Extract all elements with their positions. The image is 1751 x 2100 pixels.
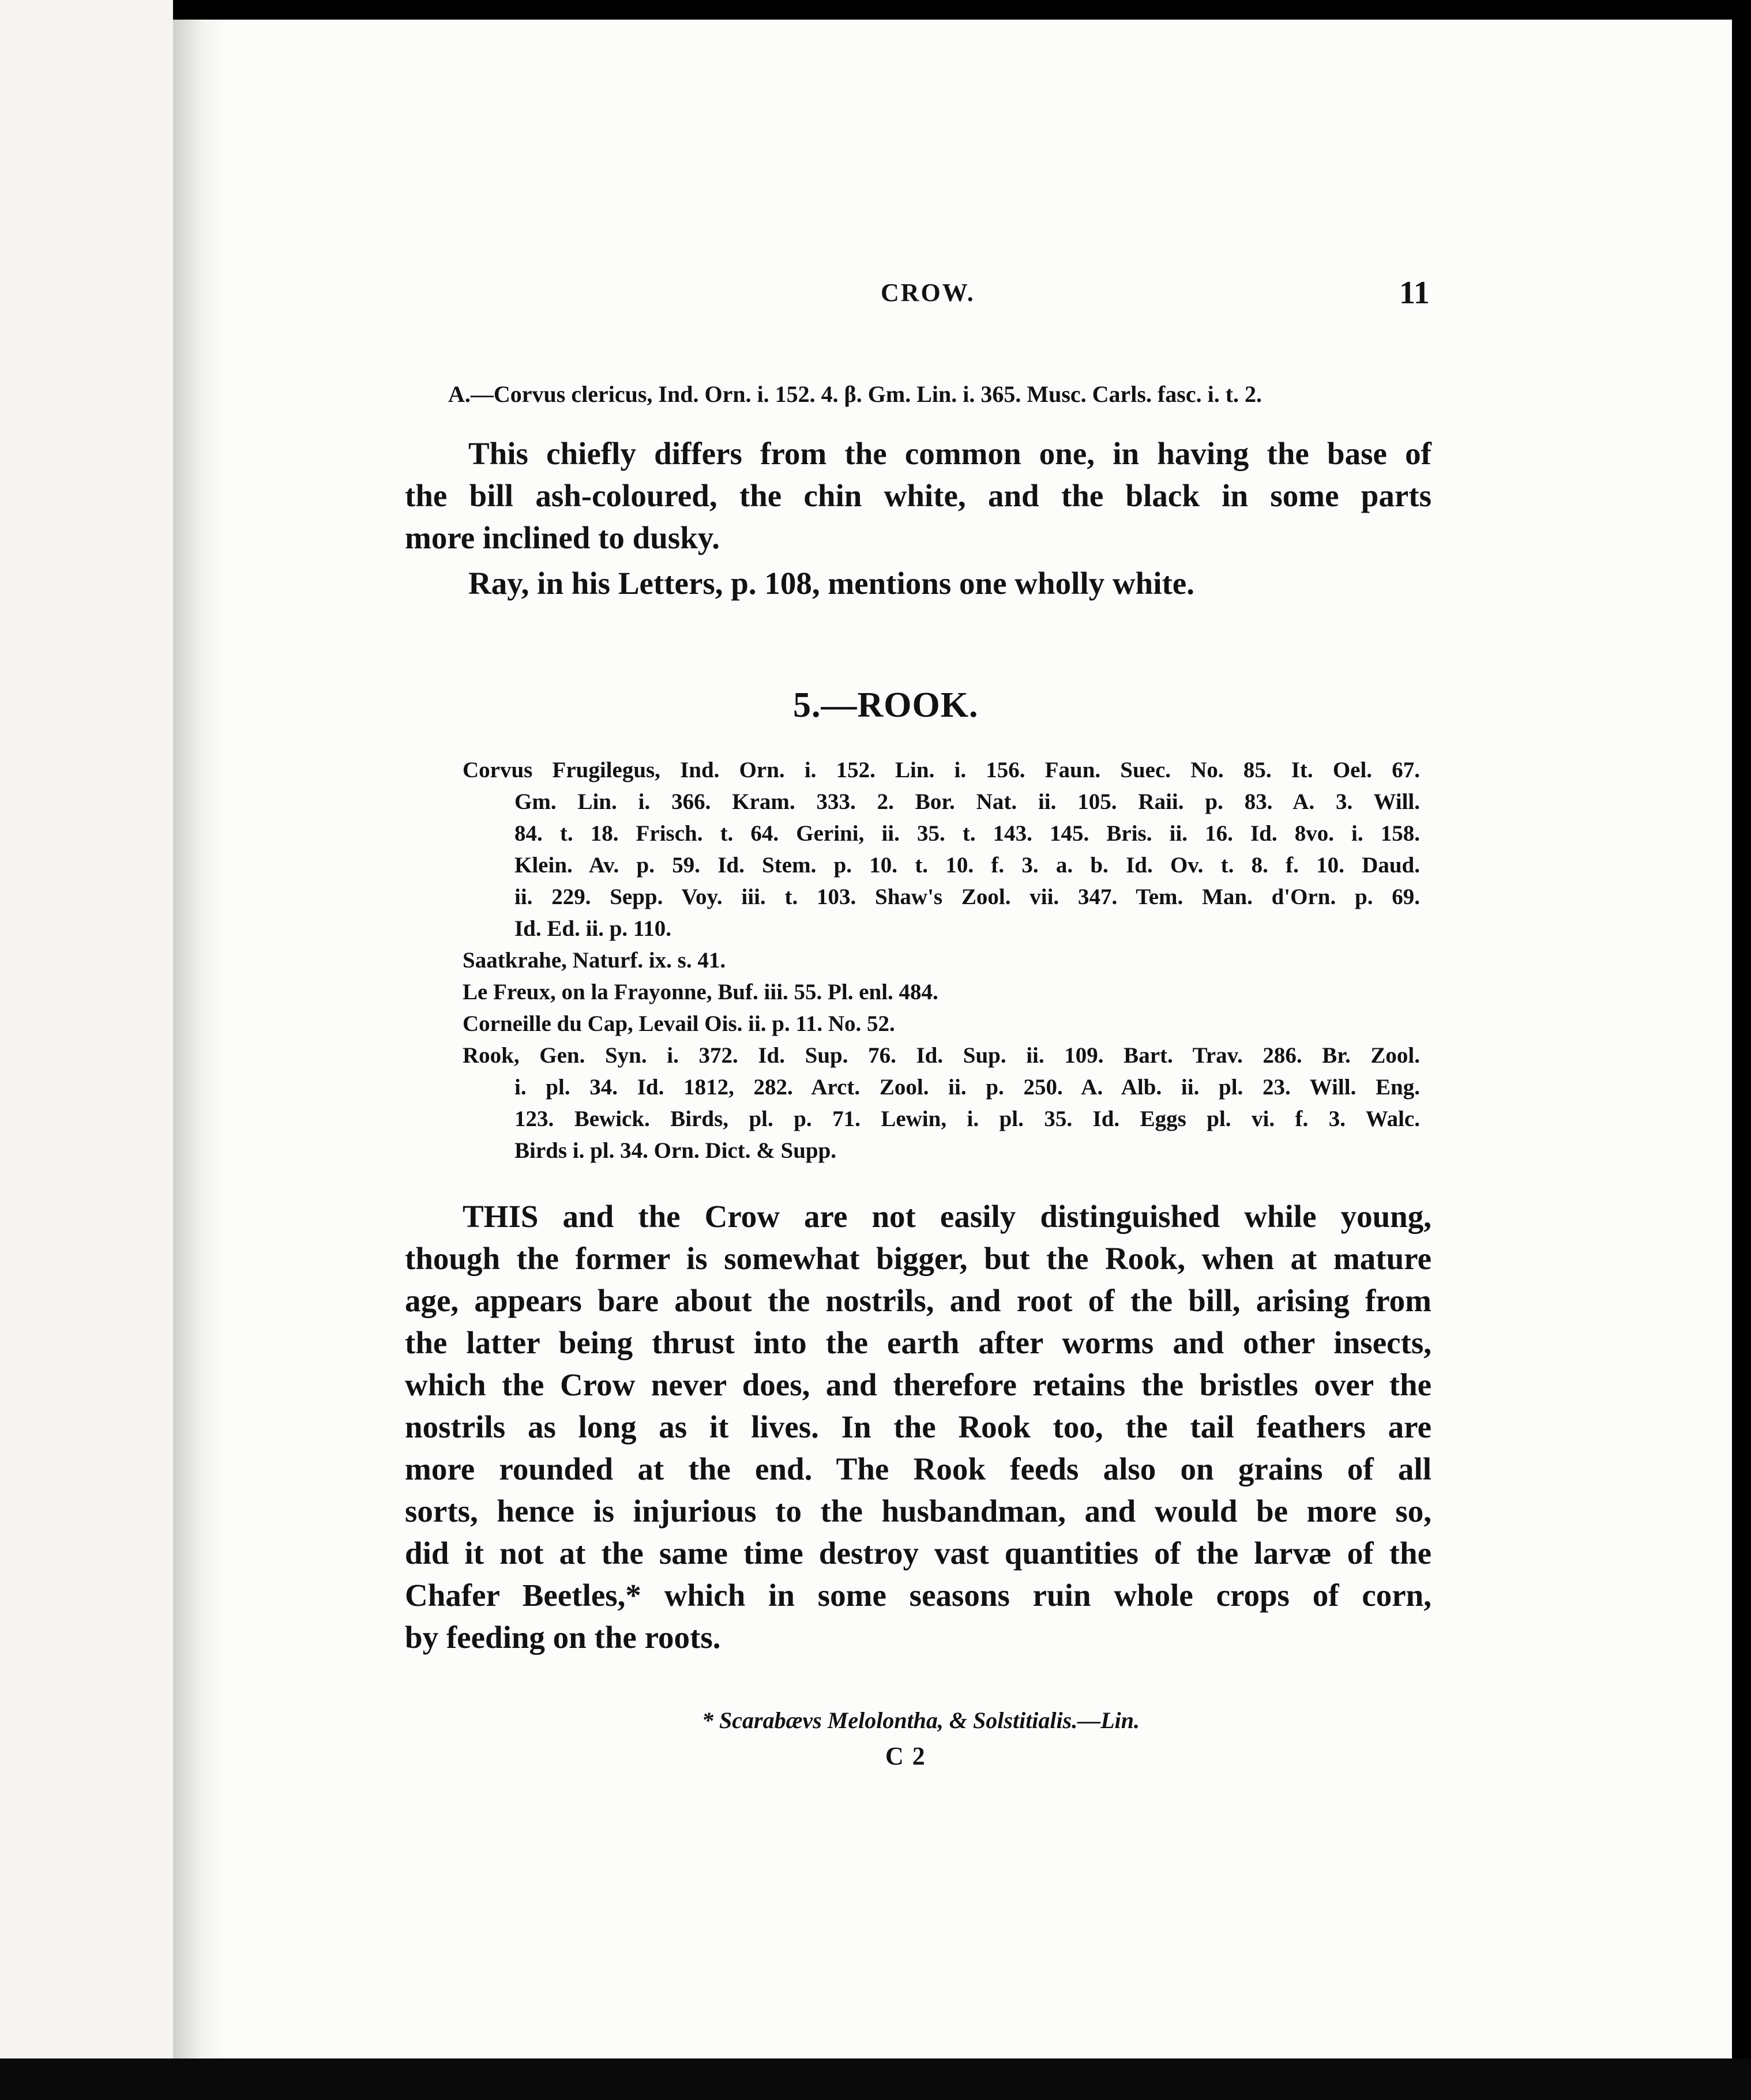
footnote: * Scarabævs Melolontha, & Solstitialis.—Lin. [702, 1707, 1140, 1733]
text-line: though the former is somewhat bigger, but the Rook, when at mature [405, 1241, 1431, 1276]
citation-line: 123. Bewick. Birds, pl. p. 71. Lewin, i. pl. 35. Id. Eggs pl. vi. f. 3. Walc. [514, 1107, 1420, 1131]
text-line: age, appears bare about the nostrils, and root of the bill, arising from [405, 1283, 1431, 1318]
citation-line: Id. Ed. ii. p. 110. [514, 916, 672, 941]
text-line: sorts, hence is injurious to the husbandman, and would be more so, [405, 1493, 1431, 1529]
facing-page-edge [0, 0, 173, 2100]
synonymy-entry [463, 1040, 1420, 1166]
text-line: more inclined to dusky. [405, 520, 720, 555]
paragraph-ray-note: Ray, in his Letters, p. 108, mentions one wholly white. [468, 566, 1194, 601]
paragraph-variety-description [405, 432, 1431, 559]
text-line: nostrils as long as it lives. In the Rook too, the tail feathers are [405, 1409, 1431, 1444]
citation-line: Rook, Gen. Syn. i. 372. Id. Sup. 76. Id. Sup. ii. 109. Bart. Trav. 286. Br. Zool. [463, 1043, 1420, 1068]
text-line: the latter being thrust into the earth after worms and other insects, [405, 1325, 1431, 1360]
citation-line: Le Freux, on la Frayonne, Buf. iii. 55. Pl. enl. 484. [463, 980, 938, 1004]
synonymy-entry [463, 754, 1420, 944]
citation-line: Birds i. pl. 34. Orn. Dict. & Supp. [514, 1138, 837, 1163]
citation-line: i. pl. 34. Id. 1812, 282. Arct. Zool. ii. p. 250. A. Alb. ii. pl. 23. Will. Eng. [514, 1075, 1420, 1100]
page-gutter [173, 20, 225, 2058]
synonymy-entry [463, 944, 1420, 976]
running-head: CROW. [881, 279, 975, 307]
citation-line: ii. 229. Sepp. Voy. iii. t. 103. Shaw's Zool. vii. 347. Tem. Man. d'Orn. p. 69. [514, 885, 1420, 909]
text-line: more rounded at the end. The Rook feeds also on grains of all [405, 1451, 1431, 1486]
text-line: by feeding on the roots. [405, 1620, 721, 1655]
citation-line: Klein. Av. p. 59. Id. Stem. p. 10. t. 10. f. 3. a. b. Id. Ov. t. 8. f. 10. Daud. [514, 853, 1420, 878]
text-line: Chafer Beetles,* which in some seasons ruin whole crops of corn, [405, 1578, 1431, 1613]
citation-line: Saatkrahe, Naturf. ix. s. 41. [463, 948, 726, 973]
synonymy-entry [463, 1008, 1420, 1040]
citation-line: Gm. Lin. i. 366. Kram. 333. 2. Bor. Nat. ii. 105. Raii. p. 83. A. 3. Will. [514, 789, 1420, 814]
synonymy-entry [463, 976, 1420, 1008]
citation-line: Corneille du Cap, Levail Ois. ii. p. 11. No. 52. [463, 1011, 895, 1036]
variety-citation: A.—Corvus clericus, Ind. Orn. i. 152. 4. β. Gm. Lin. i. 365. Musc. Carls. fasc. i. t. 2. [448, 381, 1262, 407]
text-line: which the Crow never does, and therefore retains the bristles over the [405, 1367, 1431, 1402]
text-line: did it not at the same time destroy vast quantities of the larvæ of the [405, 1536, 1431, 1571]
citation-line: 84. t. 18. Frisch. t. 64. Gerini, ii. 35. t. 143. 145. Bris. ii. 16. Id. 8vo. i. 158. [514, 821, 1420, 846]
synonymy-block [463, 754, 1420, 1166]
page-number: 11 [1399, 275, 1430, 311]
scan-border [0, 2058, 1751, 2100]
text-line: the bill ash-coloured, the chin white, and the black in some parts [405, 478, 1431, 513]
paragraph-rook-description [405, 1195, 1431, 1658]
citation-line: Corvus Frugilegus, Ind. Orn. i. 152. Lin. i. 156. Faun. Suec. No. 85. It. Oel. 67. [463, 758, 1420, 782]
text-line: THIS and the Crow are not easily distinguished while young, [463, 1199, 1431, 1234]
signature-mark: C 2 [885, 1742, 926, 1770]
section-heading: 5.—ROOK. [793, 686, 979, 725]
text-line: This chiefly differs from the common one, in having the base of [468, 436, 1431, 471]
